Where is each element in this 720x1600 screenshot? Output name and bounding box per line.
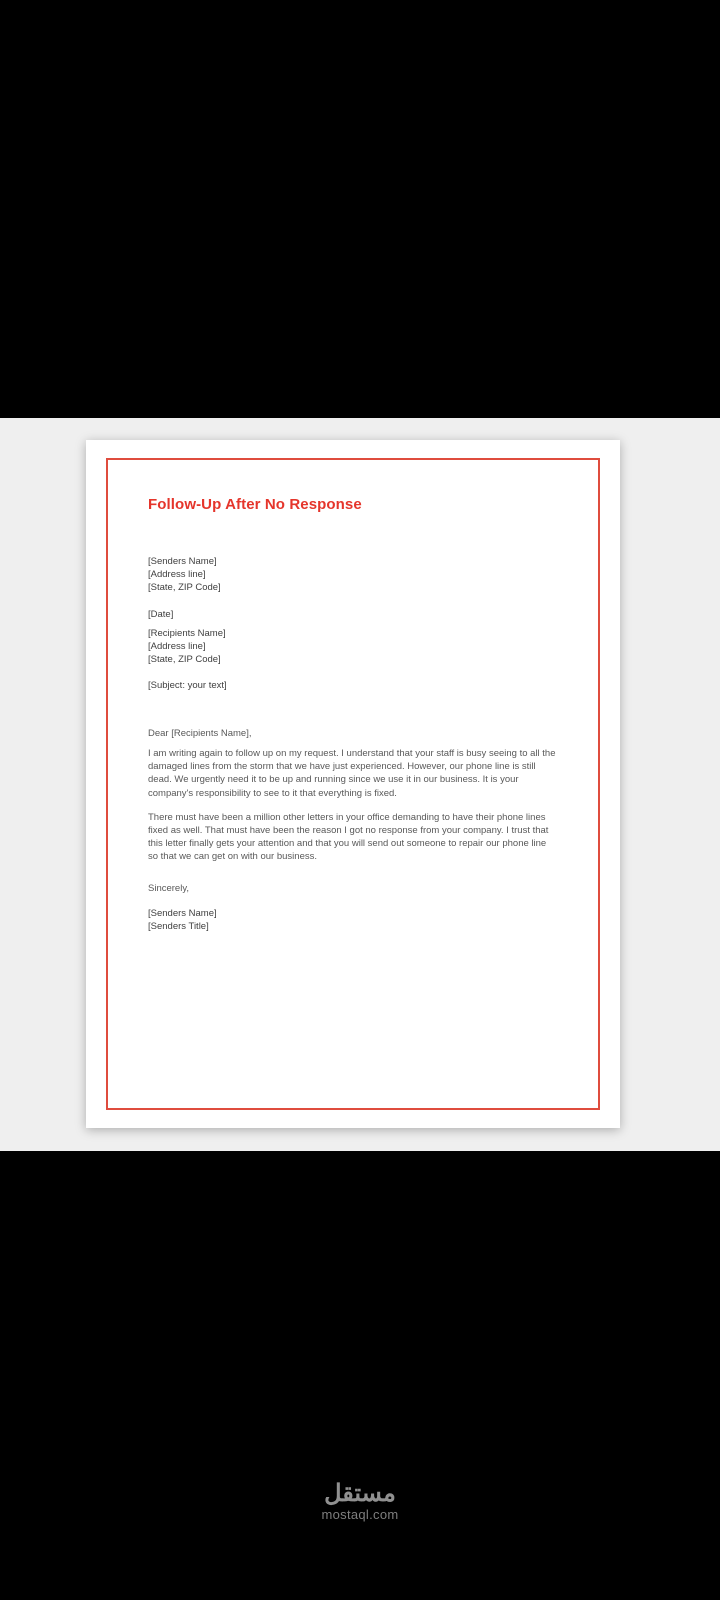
document-page (86, 440, 620, 1128)
signature-title-line: [Senders Title] (148, 920, 209, 932)
recipient-name-line: [Recipients Name] (148, 628, 226, 639)
date-line: [Date] (148, 609, 174, 620)
top-letterbox (0, 0, 720, 418)
letter-content (86, 496, 620, 933)
recipient-address-line: [Address line] (148, 641, 206, 652)
sender-name-line: [Senders Name] (148, 556, 217, 567)
recipient-state-zip-line: [State, ZIP Code] (148, 654, 221, 665)
bottom-letterbox (0, 1151, 720, 1600)
subject-line: [Subject: your text] (148, 680, 227, 691)
sender-state-zip-line: [State, ZIP Code] (148, 582, 221, 593)
signature-name-line: [Senders Name] (148, 907, 217, 919)
signature-block (148, 907, 557, 933)
sender-address-line: [Address line] (148, 569, 206, 580)
recipient-address-block (148, 627, 557, 666)
mostaql-logo-text: مستقل (324, 1480, 396, 1507)
letter-title: Follow-Up After No Response (148, 496, 362, 513)
closing-line: Sincerely, (148, 882, 190, 894)
salutation: Dear [Recipients Name], (148, 728, 252, 739)
body-paragraph-2: There must have been a million other letters in your office demanding to have their phone lines fixed as well. That must have been the reason I got no response from your company. I trust that this letter finally gets your attention and that you will send out someone to repair our phone line so that we can get on with our business. (148, 811, 549, 863)
sender-address-block (148, 555, 557, 594)
mostaql-domain-text: mostaql.com (321, 1507, 399, 1522)
document-canvas (0, 418, 720, 1151)
watermark (0, 1481, 720, 1523)
body-paragraph-1: I am writing again to follow up on my request. I understand that your staff is busy seeing to all the damaged lines from the storm that we have just experienced. However, our phone line is still dead. We urgently need it to be up and running since we use it in our business. It is your company's responsibility to see to it that everything is fixed. (148, 748, 556, 799)
